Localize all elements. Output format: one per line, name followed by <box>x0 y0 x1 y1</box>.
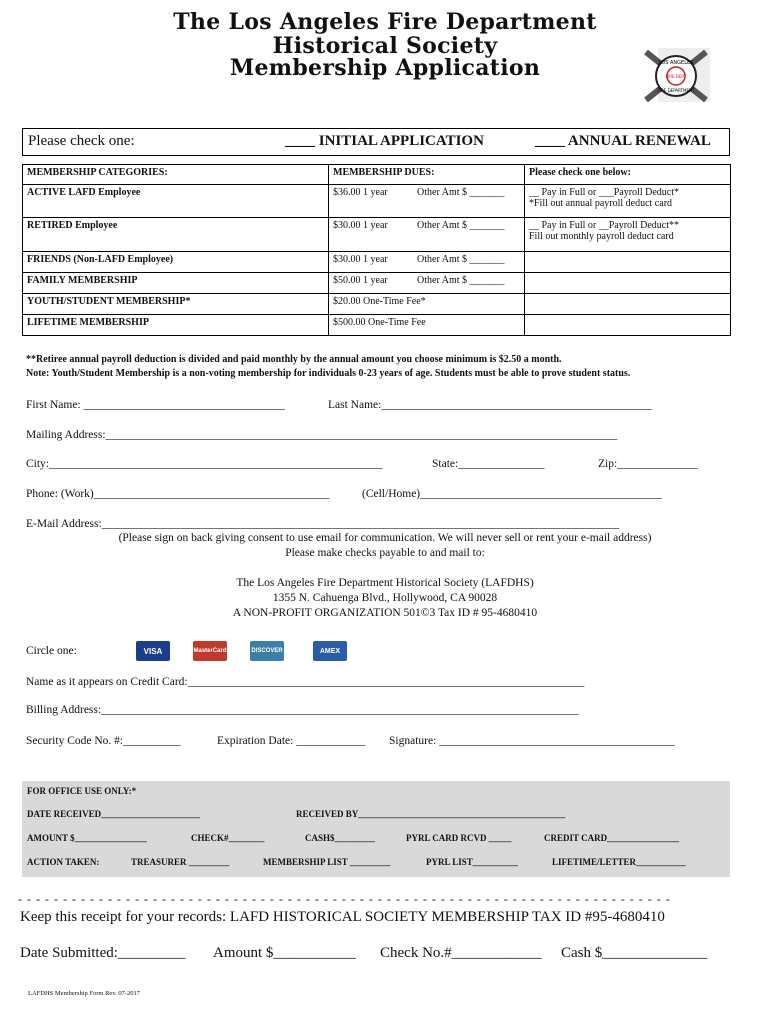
expiration-date-field[interactable]: Expiration Date: ____________ <box>217 735 366 747</box>
received-by-field[interactable]: RECEIVED BY______________________________________________ <box>296 809 566 819</box>
mailing-address-field[interactable]: Mailing Address:_________________________________________________________________________________________ <box>26 429 618 441</box>
lifetime-letter-field[interactable]: LIFETIME/LETTER___________ <box>552 857 686 867</box>
application-type-row <box>22 128 730 156</box>
logo-text-top: LOS ANGELES <box>658 60 694 66</box>
table-row <box>23 252 731 273</box>
cash-field[interactable]: CASH$_________ <box>305 833 376 843</box>
payment-option[interactable] <box>525 273 731 294</box>
initial-application-option[interactable]: ____ INITIAL APPLICATION <box>285 133 484 149</box>
check-field[interactable]: CHECK#________ <box>191 833 265 843</box>
org-tax-id: A NON-PROFIT ORGANIZATION 501©3 Tax ID # 95-4680410 <box>232 607 538 619</box>
zip-field[interactable]: Zip:______________ <box>598 458 698 470</box>
payment-option[interactable]: __ Pay in Full or ___Payroll Deduct* <box>529 187 679 198</box>
phone-cell-field[interactable]: (Cell/Home)__________________________________________ <box>362 488 662 500</box>
payment-option[interactable]: __ Pay in Full or __Payroll Deduct** <box>529 220 679 231</box>
treasurer-field[interactable]: TREASURER _________ <box>131 857 230 867</box>
payment-option[interactable] <box>525 315 731 336</box>
retiree-note: **Retiree annual payroll deduction is divided and paid monthly by the annual amount you choose minimum is $2.50 a month. <box>26 354 562 365</box>
action-taken-label: ACTION TAKEN: <box>27 857 100 867</box>
first-name-field[interactable]: First Name: ___________________________________ <box>26 399 285 411</box>
title-line-3: Membership Application <box>229 55 541 81</box>
security-code-field[interactable]: Security Code No. #:__________ <box>26 735 181 747</box>
category-cell: YOUTH/STUDENT MEMBERSHIP* <box>23 294 329 315</box>
dues-cell: $500.00 One-Time Fee <box>329 315 525 336</box>
visa-card-icon[interactable]: VISA <box>136 641 170 661</box>
date-received-field[interactable]: DATE RECEIVED______________________ <box>27 809 201 819</box>
table-row <box>23 315 731 336</box>
other-amount-field[interactable]: Other Amt $ _______ <box>417 254 505 265</box>
payable-note: Please make checks payable to and mail to: <box>285 547 485 559</box>
mastercard-icon[interactable]: MasterCard <box>193 641 227 661</box>
billing-address-field[interactable]: Billing Address:___________________________________________________________________________________ <box>26 704 579 716</box>
dues-cell: $30.00 1 year <box>333 220 388 231</box>
category-cell: LIFETIME MEMBERSHIP <box>23 315 329 336</box>
name-on-card-field[interactable]: Name as it appears on Credit Card:_____________________________________________________________________ <box>26 676 585 688</box>
cut-line: - - - - - - - - - - - - - - - - - - - - - - - - - - - - - - - - - - - - - - - - - - - - - - - - - - - - - - - - - - - - - - - - - - - - - - - - - <box>18 892 671 906</box>
category-cell: ACTIVE LAFD Employee <box>23 185 329 218</box>
annual-renewal-option[interactable]: ____ ANNUAL RENEWAL <box>535 133 711 149</box>
payment-option[interactable] <box>525 294 731 315</box>
header-dues: MEMBERSHIP DUES: <box>329 165 525 185</box>
payment-note: Fill out monthly payroll deduct card <box>529 231 674 242</box>
dues-cell: $30.00 1 year <box>333 254 388 265</box>
table-row <box>23 218 731 252</box>
email-consent-note: (Please sign on back giving consent to use email for communication. We will never sell or rent your e-mail address) <box>118 532 652 544</box>
membership-list-field[interactable]: MEMBERSHIP LIST _________ <box>263 857 391 867</box>
membership-categories-table <box>22 164 731 336</box>
email-field[interactable]: E-Mail Address:__________________________________________________________________________________________ <box>26 518 620 530</box>
table-row <box>23 294 731 315</box>
pyrl-card-field[interactable]: PYRL CARD RCVD _____ <box>406 833 512 843</box>
application-type-label: Please check one: <box>28 133 135 149</box>
category-cell: FRIENDS (Non-LAFD Employee) <box>23 252 329 273</box>
table-header-row <box>23 165 731 185</box>
lafd-logo-icon <box>636 44 716 106</box>
date-submitted-field[interactable]: Date Submitted:_________ <box>20 945 186 961</box>
discover-card-icon[interactable]: DISCOVER <box>250 641 284 661</box>
category-cell: FAMILY MEMBERSHIP <box>23 273 329 294</box>
org-name: The Los Angeles Fire Department Historical Society (LAFDHS) <box>236 577 534 589</box>
amount-field[interactable]: AMOUNT $________________ <box>27 833 147 843</box>
receipt-check-no-field[interactable]: Check No.#____________ <box>380 945 542 961</box>
office-use-box <box>22 781 730 877</box>
other-amount-field[interactable]: Other Amt $ _______ <box>417 275 505 286</box>
city-field[interactable]: City:__________________________________________________________ <box>26 458 383 470</box>
credit-card-field[interactable]: CREDIT CARD________________ <box>544 833 680 843</box>
phone-work-field[interactable]: Phone: (Work)_________________________________________ <box>26 488 330 500</box>
payment-option[interactable] <box>525 252 731 273</box>
logo-text-mid: FIRE DEPT <box>665 74 687 79</box>
dues-cell: $20.00 One-Time Fee* <box>329 294 525 315</box>
table-row <box>23 185 731 218</box>
payment-note: *Fill out annual payroll deduct card <box>529 198 673 209</box>
circle-one-label: Circle one: <box>26 645 77 657</box>
org-street: 1355 N. Cahuenga Blvd., Hollywood, CA 90028 <box>272 592 498 604</box>
receipt-cash-field[interactable]: Cash $______________ <box>561 945 708 961</box>
dues-cell: $50.00 1 year <box>333 275 388 286</box>
title-line-2: Historical Society <box>272 33 498 59</box>
receipt-keep-text: Keep this receipt for your records: LAFD HISTORICAL SOCIETY MEMBERSHIP TAX ID #95-4680410 <box>20 909 665 925</box>
logo-text-bottom: FIRE DEPARTMENT <box>657 88 695 93</box>
other-amount-field[interactable]: Other Amt $ _______ <box>417 220 505 231</box>
youth-note: Note: Youth/Student Membership is a non-voting membership for individuals 0-23 years of age. Students must be able to prove student status. <box>26 368 631 379</box>
state-field[interactable]: State:_______________ <box>432 458 545 470</box>
category-cell: RETIRED Employee <box>23 218 329 252</box>
table-row <box>23 273 731 294</box>
form-revision-footer: LAFDHS Membership Form Rev. 07-2017 <box>28 990 141 997</box>
header-check: Please check one below: <box>525 165 731 185</box>
signature-field[interactable]: Signature: _________________________________________ <box>389 735 675 747</box>
title-line-1: The Los Angeles Fire Department <box>173 9 597 35</box>
dues-cell: $36.00 1 year <box>333 187 388 198</box>
amex-card-icon[interactable]: AMEX <box>313 641 347 661</box>
other-amount-field[interactable]: Other Amt $ _______ <box>417 187 505 198</box>
pyrl-list-field[interactable]: PYRL LIST__________ <box>426 857 518 867</box>
last-name-field[interactable]: Last Name:_______________________________________________ <box>328 399 652 411</box>
receipt-amount-field[interactable]: Amount $___________ <box>213 945 356 961</box>
office-use-header: FOR OFFICE USE ONLY:* <box>27 786 137 796</box>
header-categories: MEMBERSHIP CATEGORIES: <box>23 165 329 185</box>
